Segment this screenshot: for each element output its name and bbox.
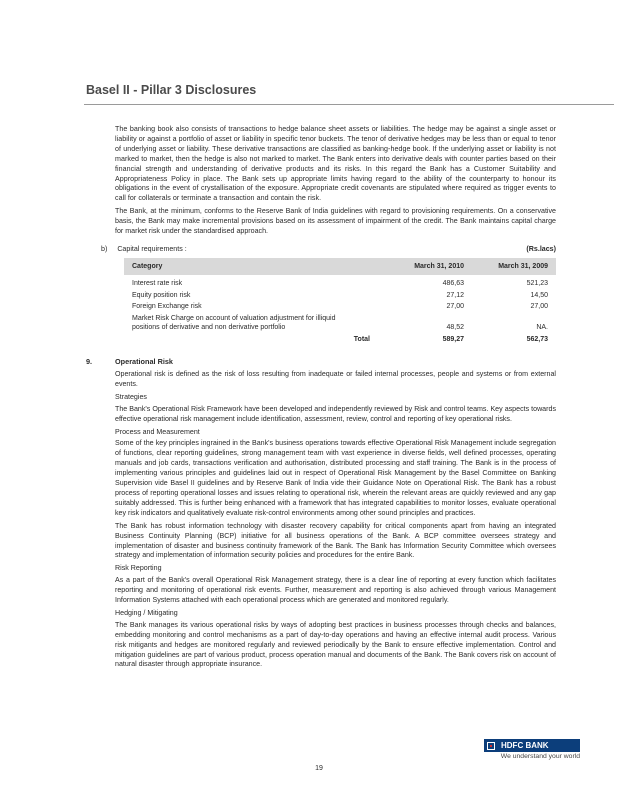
process-paragraph: Some of the key principles ingrained in the Bank's business operations towards effective Operational Risk Management include segregation of functions, clear reporting guidelines, strong management team with vast experience in diverse fields, well defined processes, operating manuals and job cards, transactions verification and authorisation, distributed processing and staff training. The Bank is in the process of implementing various principles and guidelines laid out in respect of Operational Risk Management by the Basel Committee on Banking Supervision vide Basel II guidelines and by Reserve Bank of India vide their Guidance Note on Operational Risk. The Bank has a robust process of reporting operational losses and issues relating to operational risk, wherein the relevant areas are quickly reviewed and any gap suitably addressed. This is further being enhanced with a framework that has integrated capabilities to monitor losses, evaluate operational key risk indicators and qualitatively evaluate risk-control environments among other sound principles and practices. (115, 439, 556, 517)
bcp-paragraph: The Bank has robust information technology with disaster recovery capability for critical components apart from having an integrated Business Continuity Planning (BCP) initiative for all business operations of the Bank. A BCP committee oversees strategy and implementation of disaster and business continuity framework of the Bank. The Bank has Information Security Committee which oversees strategy and implementation of information security policies and procedures for the entire Bank. (115, 521, 556, 560)
hedging-paragraph: The Bank manages its various operational risks by ways of adopting best practices in business processes through checks and balances, embedding monitoring and control mechanisms as a part of day-to-day operations and having an effective internal audit process. Various risk mitigants and hedges are monitored regularly and reviewed periodically by the Bank to ensure effective implementation. Control and mitigation guidelines are part of various product, process operation manual and documents of the Bank. The Bank covers risk on account of natural disaster through appropriate insurance. (115, 620, 556, 669)
table-row (124, 313, 556, 334)
subheading-hedging: Hedging / Mitigating (115, 608, 178, 617)
operational-risk-section (115, 370, 556, 673)
section-number: 9. (86, 357, 93, 366)
row-category: Foreign Exchange risk (132, 303, 202, 310)
page-title: Basel II - Pillar 3 Disclosures (86, 83, 257, 97)
logo-text: HDFC BANK (501, 741, 549, 750)
bank-logo (484, 739, 580, 752)
bank-logo-block (484, 739, 580, 760)
row-value-2009: NA. (536, 324, 548, 331)
subheading-strategies: Strategies (115, 392, 147, 401)
row-value-2009: 521,23 (526, 280, 548, 287)
capital-item-marker: b) (101, 245, 108, 253)
reporting-paragraph: As a part of the Bank's overall Operational Risk Management strategy, there is a clear line of reporting at every function which facilitates reporting and monitoring of operational risk events. Further, measurement and reporting is also achieved through various Management Information Systems attached with each operational process which are generated and monitored regularly. (115, 576, 556, 605)
operational-risk-definition: Operational risk is defined as the risk of loss resulting from inadequate or failed internal processes, people and systems or from external events. (115, 370, 556, 388)
strategies-paragraph: The Bank's Operational Risk Framework have been developed and independently reviewed by Risk and control teams. Key aspects towards effective operational risk management include identification, assessment, review, control and reporting of key operational risks. (115, 404, 556, 423)
row-value-2010: 27,12 (446, 291, 464, 299)
row-value-2010: 27,00 (446, 303, 464, 310)
row-category: Equity position risk (132, 291, 191, 299)
logo-mark-icon (487, 742, 495, 750)
row-category: Interest rate risk (132, 280, 183, 287)
table-row (124, 278, 556, 290)
table-header-row (124, 258, 556, 275)
row-category: Market Risk Charge on account of valuation adjustment for illiquid positions of derivative and non derivative portfolio (132, 314, 336, 331)
total-value-2010: 589,27 (442, 335, 464, 343)
table-row (124, 301, 556, 313)
column-header-2010: March 31, 2010 (388, 258, 472, 275)
column-header-2009: March 31, 2009 (472, 258, 556, 275)
capital-requirements-heading (101, 245, 556, 253)
page-number: 19 (315, 765, 323, 772)
row-value-2009: 27,00 (530, 303, 548, 310)
section-title: Operational Risk (115, 357, 173, 366)
total-value-2009: 562,73 (526, 335, 548, 343)
total-row (124, 334, 556, 346)
column-header-category: Category (124, 258, 388, 275)
header-divider (84, 104, 614, 105)
intro-section (115, 125, 556, 240)
capital-requirements-table (124, 258, 556, 345)
row-value-2009: 14,50 (530, 291, 548, 299)
table-row (124, 290, 556, 302)
total-label: Total (353, 335, 370, 343)
capital-label: Capital requirements : (117, 245, 187, 253)
row-value-2010: 486,63 (442, 280, 464, 287)
intro-paragraph-1: The banking book also consists of transactions to hedge balance sheet assets or liabilities. The hedge may be against a single asset or liability or against a portfolio of asset or liability in specific tenor buckets. The tenor of derivative hedges may be less than or equal to tenor of underlying asset or liability. These derivative transactions are classified as banking-hedge book. If the underlying asset or liability is not marked to market, then the hedge is also not marked to market. The Bank enters into derivative deals with counter parties based on their financial strength and understanding of derivative products and its risks. In this regard the Bank has a Customer Suitability and Appropriateness Policy in place. The Bank sets up appropriate limits having regard to the ability of the counterparty to honour its obligations in the event of crystallisation of the exposure. Appropriate credit covenants are stipulated where required as trigger events to call for collaterals or terminate a transaction and contain the risk. (115, 125, 556, 203)
subheading-reporting: Risk Reporting (115, 564, 162, 573)
intro-paragraph-2: The Bank, at the minimum, conforms to the Reserve Bank of India guidelines with regard to provisioning requirements. On a conservative basis, the Bank may make incremental provisions based on its assessment of impairment of the credit. The Bank maintains capital charge for market risk under the standardised approach. (115, 207, 556, 236)
row-value-2010: 48,52 (446, 324, 464, 331)
logo-tagline: We understand your world (500, 753, 580, 760)
subheading-process: Process and Measurement (115, 427, 200, 436)
capital-unit: (Rs.lacs) (526, 245, 556, 253)
